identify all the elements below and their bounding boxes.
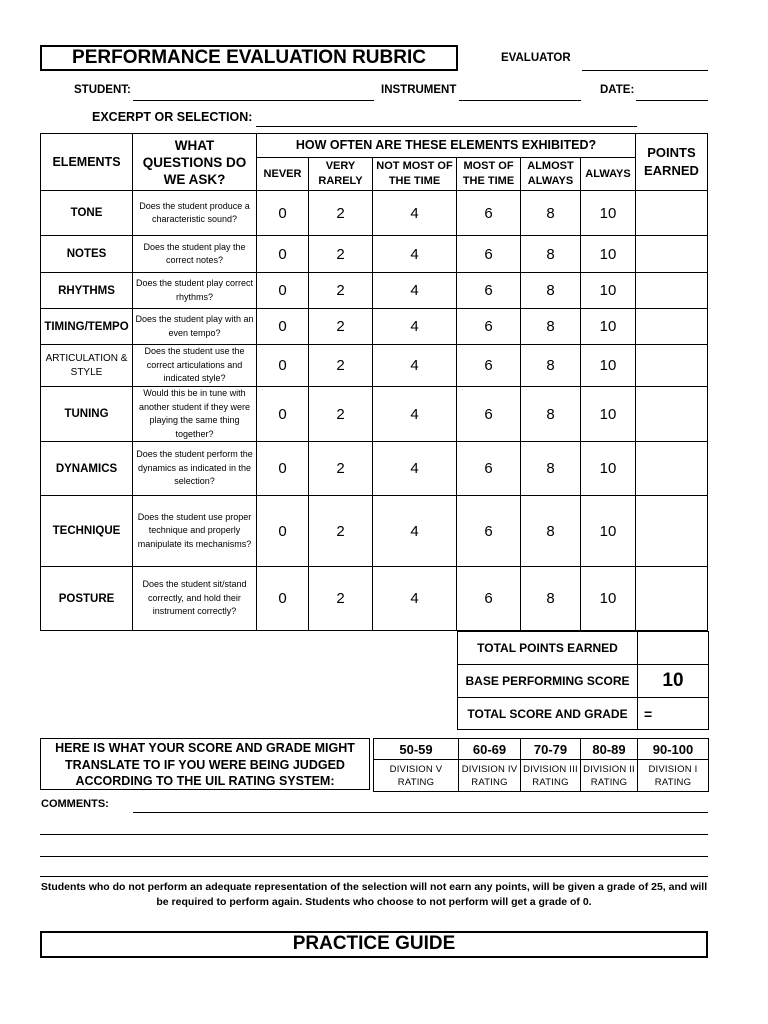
score-option[interactable]: 6 bbox=[457, 442, 521, 496]
points-earned-cell[interactable] bbox=[636, 496, 708, 567]
division-rating: DIVISION II RATING bbox=[581, 760, 638, 792]
element-label: RHYTHMS bbox=[41, 273, 133, 309]
score-option[interactable]: 0 bbox=[257, 496, 309, 567]
instrument-field[interactable] bbox=[459, 86, 581, 101]
total-points-label: TOTAL POINTS EARNED bbox=[458, 632, 638, 665]
score-option[interactable]: 2 bbox=[309, 345, 373, 387]
score-option[interactable]: 2 bbox=[309, 273, 373, 309]
base-score-label: BASE PERFORMING SCORE bbox=[458, 665, 638, 698]
level-most: MOST OF THE TIME bbox=[457, 158, 521, 191]
score-option[interactable]: 0 bbox=[257, 387, 309, 442]
points-earned-cell[interactable] bbox=[636, 345, 708, 387]
score-option[interactable]: 2 bbox=[309, 236, 373, 273]
score-option[interactable]: 10 bbox=[581, 567, 636, 631]
grade-range: 60-69 bbox=[459, 739, 521, 760]
level-never: NEVER bbox=[257, 158, 309, 191]
element-label: TUNING bbox=[41, 387, 133, 442]
score-option[interactable]: 0 bbox=[257, 309, 309, 345]
score-option[interactable]: 2 bbox=[309, 442, 373, 496]
score-option[interactable]: 4 bbox=[373, 236, 457, 273]
student-label: STUDENT: bbox=[74, 84, 131, 96]
division-rating: DIVISION IV RATING bbox=[459, 760, 521, 792]
footer-note: Students who do not perform an adequate representation of the selection will not earn any points, will be given a grade of 25, and will be required to perform again. Students who choose to not perform will get a grade of 0. bbox=[40, 881, 708, 908]
excerpt-field[interactable] bbox=[256, 112, 637, 127]
element-label: TIMING/TEMPO bbox=[41, 309, 133, 345]
score-option[interactable]: 4 bbox=[373, 442, 457, 496]
instrument-label: INSTRUMENT bbox=[381, 84, 457, 96]
element-question: Does the student play with an even tempo? bbox=[133, 309, 257, 345]
score-option[interactable]: 0 bbox=[257, 191, 309, 236]
total-grade-label: TOTAL SCORE AND GRADE bbox=[458, 698, 638, 730]
comments-line-3[interactable] bbox=[40, 856, 708, 857]
score-option[interactable]: 6 bbox=[457, 567, 521, 631]
rubric-row bbox=[41, 496, 708, 567]
level-not-most: NOT MOST OF THE TIME bbox=[373, 158, 457, 191]
level-almost-always: ALMOST ALWAYS bbox=[521, 158, 581, 191]
score-option[interactable]: 4 bbox=[373, 567, 457, 631]
comments-line-1[interactable] bbox=[133, 812, 708, 813]
score-option[interactable]: 6 bbox=[457, 236, 521, 273]
score-option[interactable]: 8 bbox=[521, 309, 581, 345]
score-option[interactable]: 6 bbox=[457, 387, 521, 442]
score-option[interactable]: 2 bbox=[309, 496, 373, 567]
element-label: POSTURE bbox=[41, 567, 133, 631]
score-option[interactable]: 10 bbox=[581, 442, 636, 496]
points-earned-cell[interactable] bbox=[636, 442, 708, 496]
date-field[interactable] bbox=[636, 86, 708, 101]
element-question: Does the student play correct rhythms? bbox=[133, 273, 257, 309]
grade-ranges-table bbox=[373, 738, 709, 792]
score-option[interactable]: 10 bbox=[581, 387, 636, 442]
score-option[interactable]: 4 bbox=[373, 345, 457, 387]
rubric-row bbox=[41, 345, 708, 387]
score-option[interactable]: 8 bbox=[521, 345, 581, 387]
points-earned-header: POINTS EARNED bbox=[636, 134, 708, 191]
division-rating: DIVISION I RATING bbox=[638, 760, 709, 792]
rubric-table bbox=[40, 133, 708, 631]
rubric-row bbox=[41, 191, 708, 236]
grade-range: 70-79 bbox=[521, 739, 581, 760]
evaluator-label: EVALUATOR bbox=[501, 52, 571, 64]
grade-range: 90-100 bbox=[638, 739, 709, 760]
score-option[interactable]: 10 bbox=[581, 345, 636, 387]
element-question: Would this be in tune with another student if they were playing the same thing together? bbox=[133, 387, 257, 442]
element-question: Does the student sit/stand correctly, and hold their instrument correctly? bbox=[133, 567, 257, 631]
score-option[interactable]: 2 bbox=[309, 309, 373, 345]
frequency-header: HOW OFTEN ARE THESE ELEMENTS EXHIBITED? bbox=[257, 134, 636, 158]
score-option[interactable]: 8 bbox=[521, 387, 581, 442]
score-option[interactable]: 8 bbox=[521, 236, 581, 273]
score-option[interactable]: 0 bbox=[257, 345, 309, 387]
score-option[interactable]: 4 bbox=[373, 309, 457, 345]
rubric-row bbox=[41, 273, 708, 309]
level-always: ALWAYS bbox=[581, 158, 636, 191]
element-label: TECHNIQUE bbox=[41, 496, 133, 567]
page-title: PERFORMANCE EVALUATION RUBRIC bbox=[40, 45, 458, 71]
score-option[interactable]: 10 bbox=[581, 496, 636, 567]
grade-range: 80-89 bbox=[581, 739, 638, 760]
element-question: Does the student perform the dynamics as indicated in the selection? bbox=[133, 442, 257, 496]
rubric-row bbox=[41, 442, 708, 496]
points-earned-cell[interactable] bbox=[636, 309, 708, 345]
score-option[interactable]: 8 bbox=[521, 496, 581, 567]
score-option[interactable]: 6 bbox=[457, 191, 521, 236]
questions-header: WHAT QUESTIONS DO WE ASK? bbox=[133, 134, 257, 191]
total-grade-cell[interactable]: = bbox=[638, 698, 709, 730]
level-very-rarely: VERY RARELY bbox=[309, 158, 373, 191]
score-option[interactable]: 8 bbox=[521, 442, 581, 496]
score-option[interactable]: 8 bbox=[521, 567, 581, 631]
points-earned-cell[interactable] bbox=[636, 273, 708, 309]
element-question: Does the student use proper technique and properly manipulate its mechanisms? bbox=[133, 496, 257, 567]
score-option[interactable]: 0 bbox=[257, 273, 309, 309]
score-option[interactable]: 6 bbox=[457, 273, 521, 309]
score-option[interactable]: 0 bbox=[257, 567, 309, 631]
score-option[interactable]: 4 bbox=[373, 496, 457, 567]
score-option[interactable]: 4 bbox=[373, 387, 457, 442]
division-rating: DIVISION III RATING bbox=[521, 760, 581, 792]
score-option[interactable]: 6 bbox=[457, 345, 521, 387]
score-option[interactable]: 2 bbox=[309, 191, 373, 236]
score-option[interactable]: 0 bbox=[257, 442, 309, 496]
points-earned-cell[interactable] bbox=[636, 567, 708, 631]
elements-header: ELEMENTS bbox=[41, 134, 133, 191]
grade-range: 50-59 bbox=[374, 739, 459, 760]
score-option[interactable]: 4 bbox=[373, 273, 457, 309]
score-option[interactable]: 10 bbox=[581, 273, 636, 309]
score-option[interactable]: 10 bbox=[581, 236, 636, 273]
score-option[interactable]: 10 bbox=[581, 309, 636, 345]
comments-line-2[interactable] bbox=[40, 834, 708, 835]
score-option[interactable]: 8 bbox=[521, 191, 581, 236]
element-label: TONE bbox=[41, 191, 133, 236]
element-label: NOTES bbox=[41, 236, 133, 273]
total-points-cell[interactable] bbox=[638, 632, 709, 665]
score-option[interactable]: 2 bbox=[309, 387, 373, 442]
score-option[interactable]: 6 bbox=[457, 309, 521, 345]
date-label: DATE: bbox=[600, 84, 635, 96]
element-question: Does the student use the correct articulations and indicated style? bbox=[133, 345, 257, 387]
points-earned-cell[interactable] bbox=[636, 387, 708, 442]
rubric-row bbox=[41, 387, 708, 442]
element-label: DYNAMICS bbox=[41, 442, 133, 496]
score-option[interactable]: 8 bbox=[521, 273, 581, 309]
practice-guide-title: PRACTICE GUIDE bbox=[40, 931, 708, 958]
element-label: ARTICULATION & STYLE bbox=[41, 345, 133, 387]
evaluator-field[interactable] bbox=[582, 56, 708, 71]
rubric-row bbox=[41, 309, 708, 345]
totals-table bbox=[457, 631, 709, 730]
score-option[interactable]: 4 bbox=[373, 191, 457, 236]
element-question: Does the student produce a characteristic sound? bbox=[133, 191, 257, 236]
score-option[interactable]: 0 bbox=[257, 236, 309, 273]
points-earned-cell[interactable] bbox=[636, 236, 708, 273]
rubric-row bbox=[41, 567, 708, 631]
score-option[interactable]: 2 bbox=[309, 567, 373, 631]
division-rating: DIVISION V RATING bbox=[374, 760, 459, 792]
element-question: Does the student play the correct notes? bbox=[133, 236, 257, 273]
grade-explanation: HERE IS WHAT YOUR SCORE AND GRADE MIGHT TRANSLATE TO IF YOU WERE BEING JUDGED ACCORDING TO THE UIL RATING SYSTEM: bbox=[40, 738, 370, 790]
score-option[interactable]: 10 bbox=[581, 191, 636, 236]
points-earned-cell[interactable] bbox=[636, 191, 708, 236]
comments-line-4[interactable] bbox=[40, 876, 708, 877]
score-option[interactable]: 6 bbox=[457, 496, 521, 567]
base-score-value: 10 bbox=[638, 665, 709, 698]
student-field[interactable] bbox=[133, 86, 374, 101]
comments-label: COMMENTS: bbox=[41, 798, 109, 810]
rubric-row bbox=[41, 236, 708, 273]
excerpt-label: EXCERPT OR SELECTION: bbox=[92, 110, 253, 124]
